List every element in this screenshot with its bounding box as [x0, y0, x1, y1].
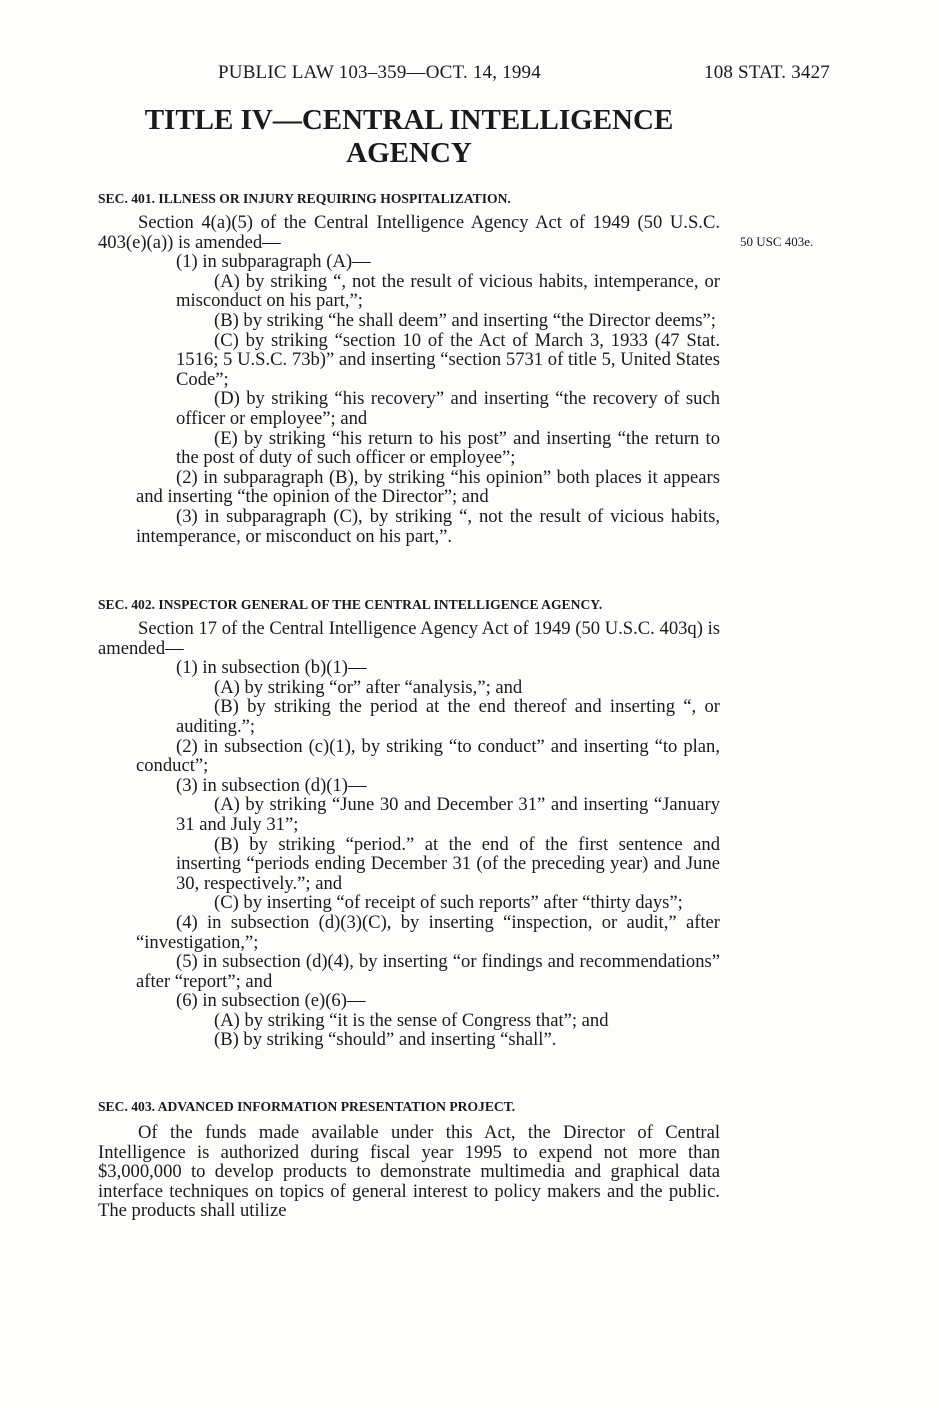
section-paragraph: (5) in subsection (d)(4), by inserting “or findings and recommendations” after “report”; and — [136, 951, 720, 992]
section-paragraph: (B) by striking “he shall deem” and inserting “the Director deems”; — [214, 309, 716, 331]
section-paragraph: (A) by striking “or” after “analysis,”; and — [214, 676, 523, 698]
section-402 — [98, 596, 720, 1050]
running-header: PUBLIC LAW 103–359—OCT. 14, 1994 — [218, 62, 541, 83]
title-line-1: TITLE IV—CENTRAL INTELLIGENCE — [144, 104, 674, 136]
section-paragraph: (C) by striking “section 10 of the Act of March 3, 1933 (47 Stat. 1516; 5 U.S.C. 73b)” and inserting “section 5731 of title 5, United States Code”; — [176, 329, 720, 390]
page-number: 108 STAT. 3427 — [704, 62, 831, 83]
title-line-2: AGENCY — [346, 137, 472, 169]
section-paragraph: Of the funds made available under this Act, the Director of Central Intelligence is authorized during fiscal year 1995 to expend not more than $3,000,000 to develop products to demonstrate multimedia and graphical data interface techniques on topics of general interest to policy makers and the public. The products shall utilize — [98, 1122, 720, 1222]
section-paragraph: (3) in subsection (d)(1)— — [176, 774, 367, 796]
section-paragraph: (6) in subsection (e)(6)— — [176, 990, 366, 1012]
section-paragraph: (2) in subparagraph (B), by striking “his opinion” both places it appears and inserting “the opinion of the Director”; and — [136, 466, 720, 508]
section-heading: SEC. 403. ADVANCED INFORMATION PRESENTATION PROJECT. — [98, 1099, 516, 1114]
section-paragraph: Section 4(a)(5) of the Central Intelligence Agency Act of 1949 (50 U.S.C. 403(e)(a)) is amended— — [98, 212, 720, 253]
section-paragraph: (B) by striking the period at the end thereof and inserting “, or auditing.”; — [176, 696, 720, 737]
section-heading: SEC. 401. ILLNESS OR INJURY REQUIRING HOSPITALIZATION. — [98, 191, 511, 206]
section-heading: SEC. 402. INSPECTOR GENERAL OF THE CENTRAL INTELLIGENCE AGENCY. — [98, 597, 603, 612]
section-401 — [98, 190, 720, 546]
section-paragraph: (4) in subsection (d)(3)(C), by inserting “inspection, or audit,” after “investigation,”; — [136, 911, 720, 953]
section-paragraph: (A) by striking “it is the sense of Congress that”; and — [214, 1009, 609, 1031]
section-paragraph: (A) by striking “June 30 and December 31” and inserting “January 31 and July 31”; — [176, 794, 720, 835]
section-paragraph: Section 17 of the Central Intelligence Agency Act of 1949 (50 U.S.C. 403q) is amended— — [98, 618, 720, 659]
margin-citation: 50 USC 403e. — [740, 234, 814, 249]
section-paragraph: (2) in subsection (c)(1), by striking “to conduct” and inserting “to plan, conduct”; — [136, 735, 720, 777]
section-paragraph: (1) in subsection (b)(1)— — [176, 657, 367, 679]
section-paragraph: (1) in subparagraph (A)— — [176, 251, 371, 273]
section-paragraph: (D) by striking “his recovery” and inserting “the recovery of such officer or employee”; and — [176, 388, 720, 429]
section-paragraph: (A) by striking “, not the result of vicious habits, intemperance, or misconduct on his part,”; — [176, 270, 720, 312]
section-paragraph: (E) by striking “his return to his post” and inserting “the return to the post of duty of such officer or employee”; — [176, 427, 720, 469]
section-paragraph: (3) in subparagraph (C), by striking “, not the result of vicious habits, intemperance, or misconduct on his part,”. — [136, 505, 720, 547]
section-paragraph: (B) by striking “should” and inserting “shall”. — [214, 1029, 557, 1051]
title-heading — [100, 104, 718, 170]
section-paragraph: (B) by striking “period.” at the end of the first sentence and inserting “periods ending December 31 (of the preceding year) and June 30, respectively.”; and — [176, 833, 720, 894]
section-paragraph: (C) by inserting “of receipt of such reports” after “thirty days”; — [214, 892, 683, 914]
section-403 — [98, 1098, 720, 1221]
